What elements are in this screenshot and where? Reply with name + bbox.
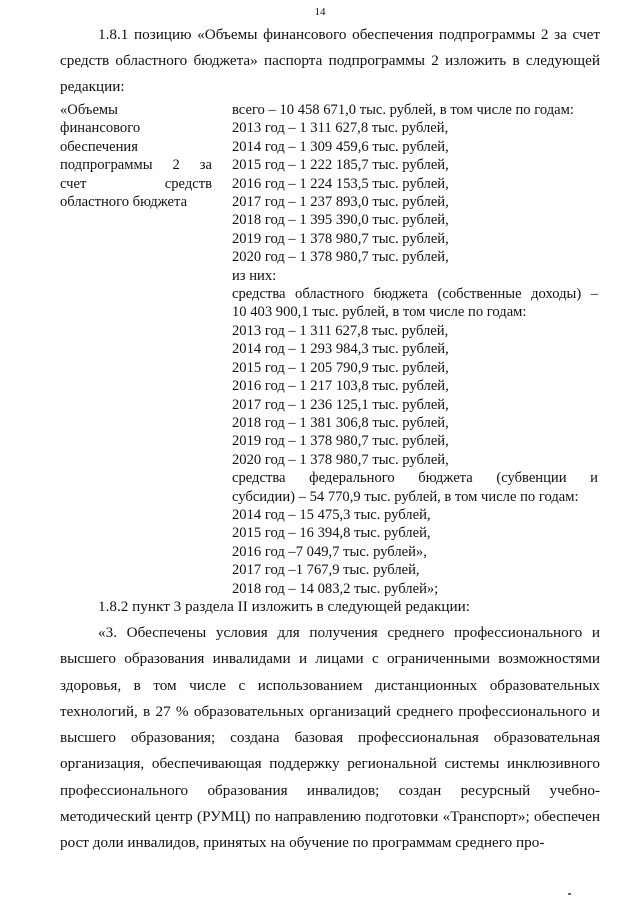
funding-label-block — [60, 101, 212, 211]
value-line: 2015 год – 16 394,8 тыс. рублей, — [232, 525, 431, 542]
paragraph-1-8-2: 1.8.2 пункт 3 раздела II изложить в следующей редакции: — [98, 598, 470, 615]
value-line: 2017 год –1 767,9 тыс. рублей, — [232, 562, 420, 579]
scan-speck — [568, 893, 571, 895]
value-line: 2014 год – 1 309 459,6 тыс. рублей, — [232, 138, 449, 155]
value-line: всего – 10 458 671,0 тыс. рублей, в том числе по годам: — [232, 102, 574, 118]
value-line: 2016 год –7 049,7 тыс. рублей», — [232, 543, 427, 560]
value-line: 2017 год – 1 237 893,0 тыс. рублей, — [232, 194, 449, 211]
paragraph-item-3: «3. Обеспечены условия для получения среднего профессионального и высшего образования инвалидами и лицами с ограниченными возможностями здоровья, в том числе с использованием дистанционных образовательных технологий, в 27 % образовательных организаций среднего профессионального и высшего образования; создана базовая профессиональная образовательная организация, обеспечивающая поддержку региональной системы инклюзивного профессионального образования инвалидов; создан ресурсный учебно-методический центр (РУМЦ) по направлению подготовки «Транспорт»; обеспечен рост доли инвалидов, принятых на обучение по программам среднего про- — [60, 624, 600, 852]
value-line: средства областного бюджета (собственные доходы) – — [232, 286, 598, 303]
value-line: 2019 год – 1 378 980,7 тыс. рублей, — [232, 230, 449, 247]
value-line: 2018 год – 1 381 306,8 тыс. рублей, — [232, 414, 449, 431]
value-line: 2018 год – 14 083,2 тыс. рублей»; — [232, 580, 439, 597]
value-line: 2014 год – 1 293 984,3 тыс. рублей, — [232, 341, 449, 358]
label-line: финансового — [60, 120, 141, 137]
label-line: «Объемы — [60, 102, 118, 118]
value-line: 2015 год – 1 205 790,9 тыс. рублей, — [232, 359, 449, 376]
value-line: 2019 год – 1 378 980,7 тыс. рублей, — [232, 433, 449, 450]
value-line: 2013 год – 1 311 627,8 тыс. рублей, — [232, 120, 449, 137]
page-number: 14 — [314, 6, 326, 18]
value-line: 10 403 900,1 тыс. рублей, в том числе по годам: — [232, 304, 527, 321]
label-line: счет средств — [60, 175, 212, 192]
value-line: 2016 год – 1 224 153,5 тыс. рублей, — [232, 175, 449, 192]
value-line: из них: — [232, 267, 277, 284]
label-line: обеспечения — [60, 138, 138, 155]
label-line: подпрограммы 2 за — [60, 157, 212, 174]
value-line: 2017 год – 1 236 125,1 тыс. рублей, — [232, 396, 449, 413]
value-line: 2015 год – 1 222 185,7 тыс. рублей, — [232, 157, 449, 174]
funding-values-block — [232, 101, 598, 598]
value-line: 2020 год – 1 378 980,7 тыс. рублей, — [232, 451, 449, 468]
value-line: 2018 год – 1 395 390,0 тыс. рублей, — [232, 212, 449, 229]
value-line: субсидии) – 54 770,9 тыс. рублей, в том числе по годам: — [232, 488, 579, 505]
value-line: 2013 год – 1 311 627,8 тыс. рублей, — [232, 322, 449, 339]
value-line: 2014 год – 15 475,3 тыс. рублей, — [232, 506, 431, 523]
label-line: областного бюджета — [60, 194, 188, 211]
value-line: 2016 год – 1 217 103,8 тыс. рублей, — [232, 378, 449, 395]
value-line: средства федерального бюджета (субвенции и — [232, 470, 598, 487]
paragraph-1-8-1: 1.8.1 позицию «Объемы финансового обеспечения подпрограммы 2 за счет средств областного бюджета» паспорта подпрограммы 2 изложить в следующей редакции: — [60, 26, 600, 95]
value-line: 2020 год – 1 378 980,7 тыс. рублей, — [232, 249, 449, 266]
